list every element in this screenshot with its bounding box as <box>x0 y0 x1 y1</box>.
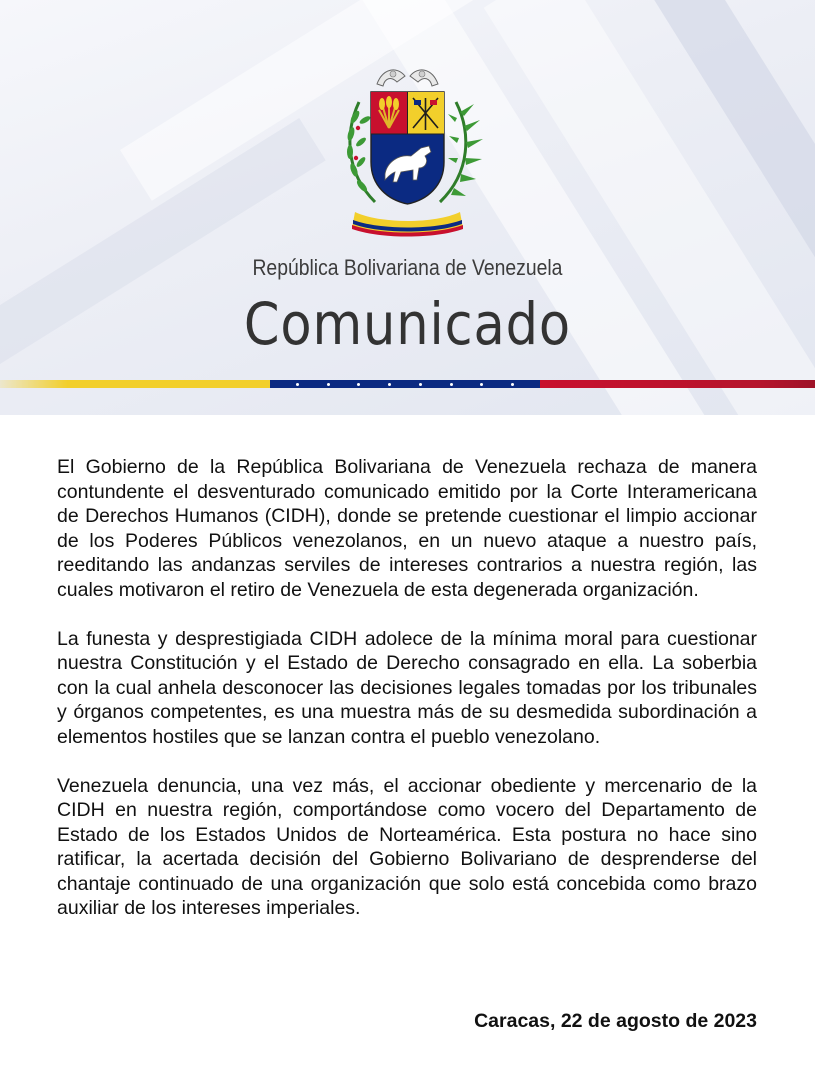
star-icon <box>419 383 422 386</box>
flag-stripe-bar <box>0 380 815 388</box>
star-icon <box>450 383 453 386</box>
paragraph: Venezuela denuncia, una vez más, el accionar obediente y mercenario de la CIDH en nuestra región, comportándose como vocero del Departamento de Estado de los Estados Unidos de Norteamérica. Esta postura no hace sino ratificar, la acertada decisión del Gobierno Bolivariano de desprenderse del chantaje continuado de una organización que solo está concebida como brazo auxiliar de los intereses imperiales. <box>57 774 757 919</box>
flag-yellow-band <box>0 380 270 388</box>
flag-blue-band <box>270 380 540 388</box>
star-icon <box>296 383 299 386</box>
place-date: Caracas, 22 de agosto de 2023 <box>474 1010 757 1032</box>
paragraph: El Gobierno de la República Bolivariana de Venezuela rechaza de manera contundente el desventurado comunicado emitido por la Corte Interamericana de Derechos Humanos (CIDH), donde se pretende cuestionar el limpio accionar de los Poderes Públicos venezolanos, en un nuevo ataque a nuestro país, reeditando las andanzas serviles de intereses contrarios a nuestra región, las cuales motivaron el retiro de Venezuela de esta degenerada organización. <box>57 456 757 601</box>
page-title: Comunicado <box>243 290 572 358</box>
flag-red-band <box>540 380 815 388</box>
star-icon <box>511 383 514 386</box>
star-icon <box>327 383 330 386</box>
republic-name: República Bolivariana de Venezuela <box>252 255 563 280</box>
star-icon <box>388 383 391 386</box>
paragraph: La funesta y desprestigiada CIDH adolece de la mínima moral para cuestionar nuestra Constitución y el Estado de Derecho consagrado en ella. La soberbia con la cual anhela desconocer las decisiones legales tomadas por los tribunales y órganos competentes, es una muestra más de su desmedida subordinación a elementos hostiles que se lanzan contra el pueblo venezolano. <box>57 627 757 748</box>
star-icon <box>480 383 483 386</box>
star-icon <box>357 383 360 386</box>
header-banner <box>0 0 815 415</box>
venezuela-coat-of-arms-icon <box>325 62 490 242</box>
communique-body <box>57 455 757 945</box>
